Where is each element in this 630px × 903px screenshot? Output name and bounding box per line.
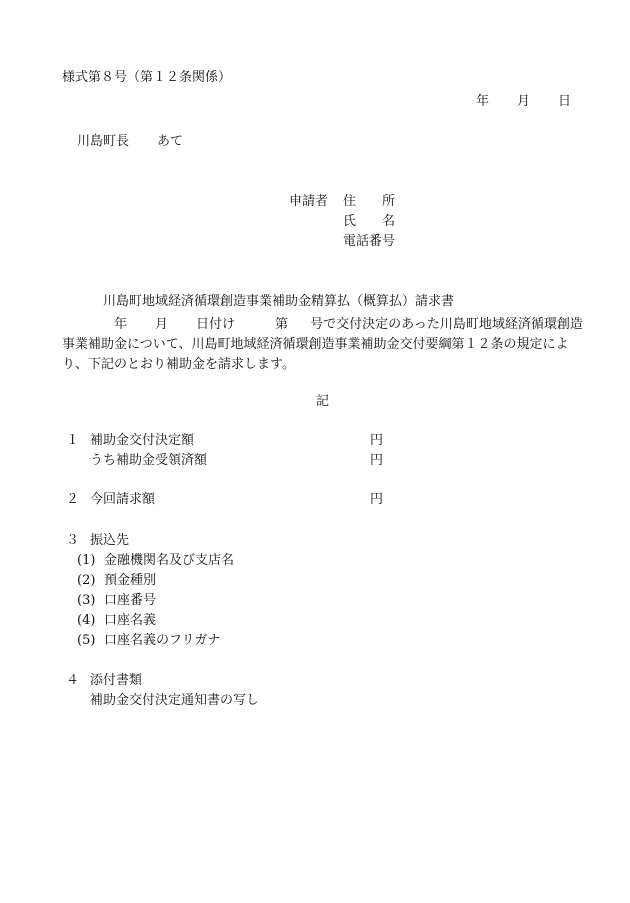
item1-unit: 円 (370, 433, 384, 448)
date-day: 日 (558, 94, 572, 109)
addressee-suffix: あて (157, 134, 184, 149)
applicant-address-label: 住 所 (343, 194, 396, 209)
item3-sub4-number: (4) (77, 613, 96, 628)
body-dated: 日付け (196, 317, 236, 332)
applicant-name-label: 氏 名 (343, 214, 396, 229)
addressee (77, 135, 183, 148)
item1-sub-label: うち補助金受領済額 (90, 453, 208, 468)
body-text: 号で交付決定のあった川島町地域経済循環創造事業補助金について、川島町地域経済循環創造事業補助金交付要綱第１２条の規定により、下記のとおり補助金を請求します。 (62, 317, 583, 372)
item4-number: ４ (66, 673, 80, 688)
item3-sub5-number: (5) (77, 633, 96, 648)
addressee-name: 川島町長 (77, 134, 130, 149)
body-number-prefix: 第 (275, 317, 289, 332)
item1-label: 補助金交付決定額 (90, 433, 195, 448)
item3-label: 振込先 (90, 533, 130, 548)
item3-sub2-number: (2) (77, 573, 96, 588)
item3-sub2-label: 預金種別 (104, 573, 157, 588)
form-number: 様式第８号（第１２条関係） (62, 70, 232, 85)
item3-number: ３ (66, 533, 80, 548)
item3-sub1-number: (1) (77, 553, 96, 568)
applicant-role: 申請者 (289, 194, 329, 209)
applicant-phone-label: 電話番号 (343, 234, 396, 249)
item1-sub-unit: 円 (370, 453, 384, 468)
body-year: 年 (114, 317, 128, 332)
ki-heading: 記 (316, 394, 330, 409)
document-title: 川島町地域経済循環創造事業補助金精算払（概算払）請求書 (103, 294, 455, 309)
item4-sub-label: 補助金交付決定通知書の写し (90, 693, 260, 708)
date-year: 年 (476, 94, 490, 109)
item2-label: 今回請求額 (90, 492, 156, 507)
item3-sub3-label: 口座番号 (104, 593, 157, 608)
item3-sub1-label: 金融機関名及び支店名 (104, 553, 235, 568)
item3-sub3-number: (3) (77, 593, 96, 608)
item4-label: 添付書類 (90, 673, 143, 688)
date-month: 月 (517, 94, 531, 109)
item2-number: ２ (66, 492, 80, 507)
item3-sub4-label: 口座名義 (104, 613, 157, 628)
item2-unit: 円 (370, 492, 384, 507)
item1-number: １ (66, 433, 80, 448)
item3-sub5-label: 口座名義のフリガナ (104, 633, 221, 648)
date-line (476, 95, 571, 108)
body-paragraph (62, 315, 587, 375)
body-month: 月 (155, 317, 169, 332)
